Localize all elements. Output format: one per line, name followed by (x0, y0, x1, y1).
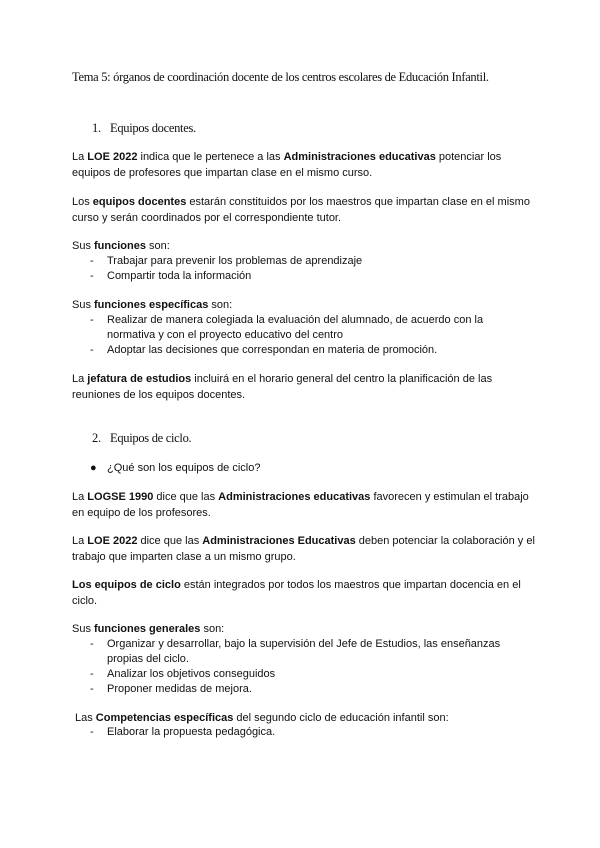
list-item (90, 343, 530, 358)
dash-marker: - (90, 683, 94, 695)
section-2-number: 2. (92, 431, 101, 445)
text: son: (200, 623, 225, 635)
text: La (72, 535, 88, 547)
s1-paragraph-2 (72, 195, 537, 226)
dash-marker: - (90, 638, 94, 650)
text: estarán constituidos por los maestros que impartan clase en el mismo curso y serán coordinados por el correspondiente tutor. (72, 196, 530, 224)
text: favorecen y estimulan el trabajo en equipo de los profesores. (72, 491, 529, 519)
section-1-title: Equipos docentes. (110, 121, 196, 135)
list-item-text: Organizar y desarrollar, bajo la supervisión del Jefe de Estudios, las enseñanzas propias del ciclo. (107, 638, 501, 665)
dash-marker: - (90, 726, 94, 738)
bold-text: funciones específicas (94, 299, 209, 311)
dash-marker: - (90, 344, 94, 356)
section-1-heading (92, 121, 196, 136)
text: dice que las (137, 535, 203, 547)
bold-text: funciones (94, 240, 146, 252)
dash-marker: - (90, 314, 94, 326)
text: indica que le pertenece a las (137, 151, 284, 163)
text: del segundo ciclo de educación infantil son: (233, 712, 449, 724)
section-2-heading (92, 431, 191, 446)
dash-marker: - (90, 668, 94, 680)
text: dice que las (153, 491, 219, 503)
list-item (90, 667, 530, 682)
s1-funciones-intro (72, 239, 537, 255)
s1-paragraph-1 (72, 150, 537, 181)
list-item-text: Trabajar para prevenir los problemas de aprendizaje (107, 255, 363, 267)
bullet-icon: ● (90, 462, 97, 474)
s1-funciones-list (90, 254, 530, 284)
bold-text: LOGSE 1990 (87, 491, 154, 503)
dash-marker: - (90, 255, 94, 267)
bold-text: Los equipos de ciclo (72, 579, 181, 591)
list-item (90, 269, 530, 284)
text: deben potenciar la colaboración y el trabajo que imparten clase a un mismo grupo. (72, 535, 535, 563)
document-title: Tema 5: órganos de coordinación docente de los centros escolares de Educación Infantil. (72, 70, 489, 84)
list-item-text: Adoptar las decisiones que correspondan en materia de promoción. (107, 344, 438, 356)
bold-text: Administraciones educativas (218, 491, 371, 503)
text: están integrados por todos los maestros que impartan docencia en el ciclo. (72, 579, 521, 607)
bold-text: jefatura de estudios (87, 373, 192, 385)
s2-paragraph-3 (72, 578, 537, 609)
list-item (90, 313, 530, 343)
text: La (72, 151, 88, 163)
section-1-number: 1. (92, 121, 101, 135)
dash-marker: - (90, 270, 94, 282)
s2-competencias-list (90, 725, 530, 740)
text: Sus (72, 299, 95, 311)
bullet-text: ¿Qué son los equipos de ciclo? (107, 462, 261, 474)
text: Sus (72, 623, 95, 635)
text: son: (208, 299, 233, 311)
s2-generales-list (90, 637, 530, 697)
list-item-text: Elaborar la propuesta pedagógica. (107, 726, 276, 738)
list-item (90, 682, 530, 697)
list-item-text: Analizar los objetivos conseguidos (107, 668, 276, 680)
bold-text: Administraciones Educativas (202, 535, 356, 547)
s2-paragraph-2 (72, 534, 537, 565)
text: La (72, 491, 88, 503)
list-item-text: Proponer medidas de mejora. (107, 683, 252, 695)
text: Las (75, 712, 96, 724)
bold-text: Administraciones educativas (283, 151, 436, 163)
section-2-title: Equipos de ciclo. (110, 431, 192, 445)
text: incluirá en el horario general del centro la planificación de las reuniones de los equipos docentes. (72, 373, 493, 401)
s1-paragraph-3 (72, 372, 537, 403)
text: son: (145, 240, 170, 252)
s2-generales-intro (72, 622, 537, 638)
text: Los (72, 196, 93, 208)
text: potenciar los equipos de profesores que impartan clase en el mismo curso. (72, 151, 502, 179)
list-item-text: Realizar de manera colegiada la evaluación del alumnado, de acuerdo con la normativa y con el proyecto educativo del centro (107, 314, 484, 341)
s1-especificas-list (90, 313, 530, 358)
s2-paragraph-1 (72, 490, 537, 521)
list-item (90, 637, 530, 667)
list-item (90, 254, 530, 269)
bold-text: LOE 2022 (87, 151, 138, 163)
list-item (90, 725, 530, 740)
bold-text: Competencias específicas (95, 712, 234, 724)
s2-bullet-question (90, 461, 260, 476)
text: Sus (72, 240, 95, 252)
s1-especificas-intro (72, 298, 537, 314)
bold-text: equipos docentes (92, 196, 187, 208)
list-item-text: Compartir toda la información (107, 270, 252, 282)
bold-text: LOE 2022 (87, 535, 138, 547)
bold-text: funciones generales (94, 623, 201, 635)
text: La (72, 373, 88, 385)
